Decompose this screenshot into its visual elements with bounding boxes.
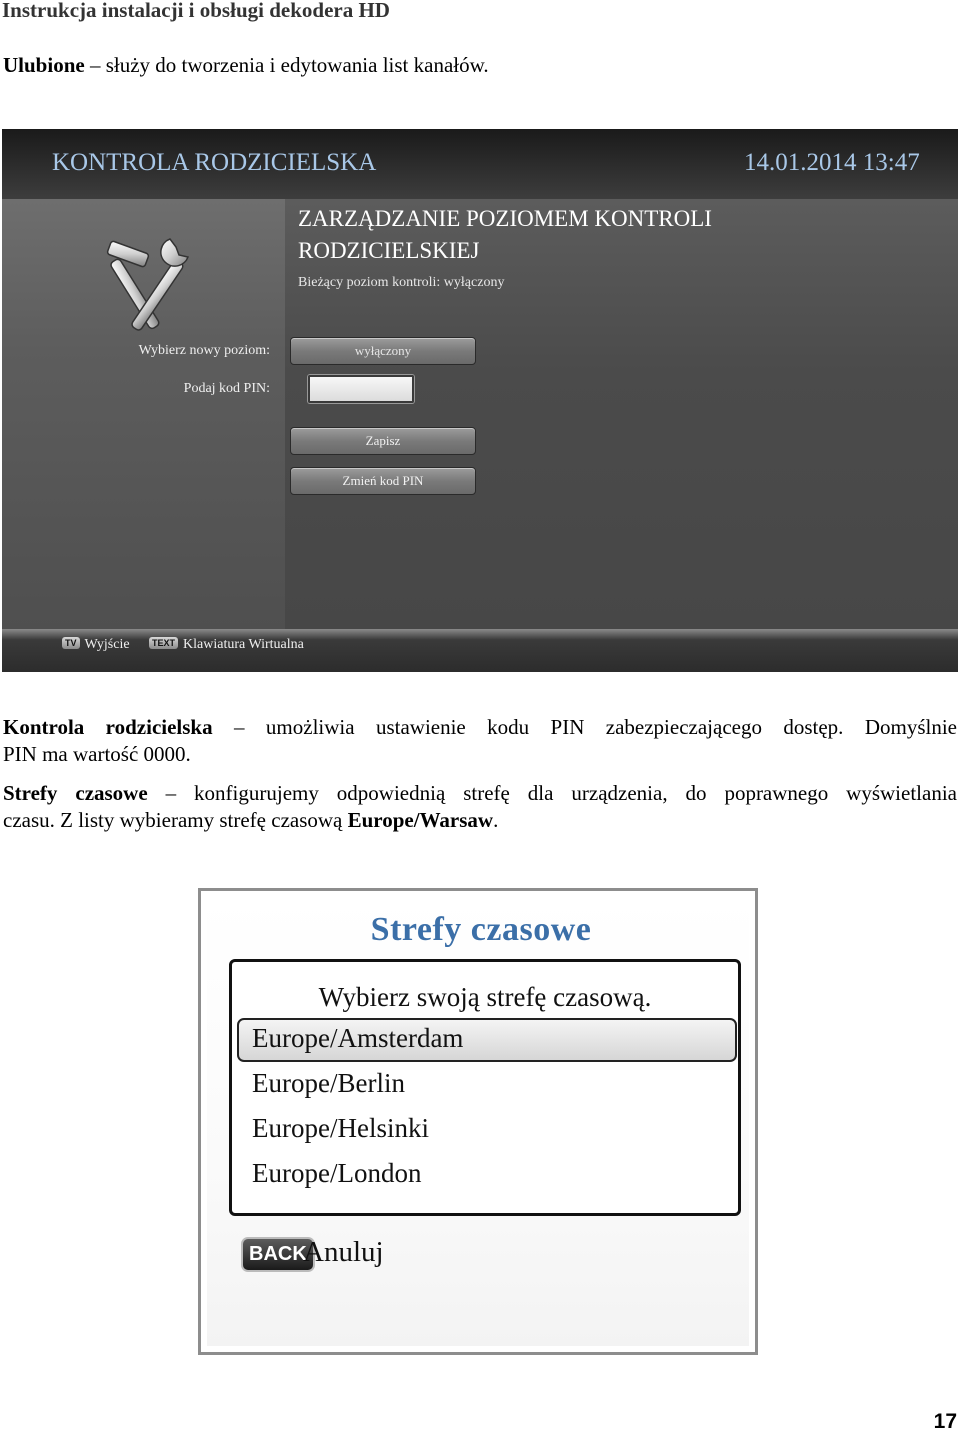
timezone-paragraph-line2 xyxy=(3,807,498,834)
document-header: Instrukcja instalacji i obsługi dekodera HD xyxy=(2,0,390,22)
timezone-text-2: czasu. Z listy wybieramy strefę czasową xyxy=(3,808,348,832)
parental-paragraph-line2: PIN ma wartość 0000. xyxy=(3,742,191,766)
parental-text: – umożliwia ustawienie kodu PIN zabezpieczającego dostęp. Domyślnie xyxy=(212,715,957,739)
screen-title: KONTROLA RODZICIELSKA xyxy=(52,149,377,176)
parental-control-screenshot xyxy=(2,129,958,672)
tv-key-icon: TV xyxy=(62,637,80,649)
list-item[interactable]: Europe/London xyxy=(252,1158,422,1188)
warsaw-term: Europe/Warsaw xyxy=(347,808,494,832)
virtual-keyboard-hint[interactable] xyxy=(149,637,304,653)
parental-paragraph-line1 xyxy=(3,714,957,741)
text-key-icon: TEXT xyxy=(149,637,178,649)
favorites-paragraph xyxy=(3,52,489,79)
virtual-keyboard-label: Klawiatura Wirtualna xyxy=(183,637,304,652)
pin-input[interactable] xyxy=(308,375,414,403)
tools-icon xyxy=(100,235,200,345)
timezone-term: Strefy czasowe xyxy=(3,781,148,805)
current-level: Bieżący poziom kontroli: wyłączony xyxy=(298,275,505,290)
level-select[interactable]: wyłączony xyxy=(290,337,476,365)
parental-term: Kontrola rodzicielska xyxy=(3,715,213,739)
list-item[interactable]: Europe/Amsterdam xyxy=(252,1023,464,1053)
change-pin-button[interactable]: Zmień kod PIN xyxy=(290,467,476,495)
pin-label: Podaj kod PIN: xyxy=(183,381,270,396)
list-item[interactable]: Europe/Helsinki xyxy=(252,1113,429,1143)
favorites-text: – służy do tworzenia i edytowania list kanałów. xyxy=(84,53,489,77)
select-level-label: Wybierz nowy poziom: xyxy=(138,343,270,358)
timezone-screenshot xyxy=(198,888,758,1355)
cancel-label[interactable]: Anuluj xyxy=(303,1236,384,1268)
timezone-paragraph-line1 xyxy=(3,780,957,807)
exit-label: Wyjście xyxy=(84,637,130,652)
date-time: 14.01.2014 13:47 xyxy=(744,149,920,176)
save-button[interactable]: Zapisz xyxy=(290,427,476,455)
back-key-icon[interactable]: BACK xyxy=(241,1237,315,1272)
list-item[interactable]: Europe/Berlin xyxy=(252,1068,405,1098)
timezone-list-box xyxy=(229,959,741,1216)
bottom-bar xyxy=(2,629,958,672)
favorites-term: Ulubione xyxy=(3,53,85,77)
timezone-text-end: . xyxy=(493,808,499,832)
timezone-text: – konfigurujemy odpowiednią strefę dla urządzenia, do poprawnego wyświetlania xyxy=(147,781,957,805)
exit-hint[interactable] xyxy=(62,637,130,653)
timezone-dialog xyxy=(207,897,749,1346)
page-number: 17 xyxy=(933,1410,957,1433)
section-heading: ZARZĄDZANIE POZIOMEM KONTROLI RODZICIELSKIEJ xyxy=(298,206,712,263)
timezone-prompt: Wybierz swoją strefę czasową. xyxy=(318,982,652,1012)
timezone-title: Strefy czasowe xyxy=(370,911,592,948)
